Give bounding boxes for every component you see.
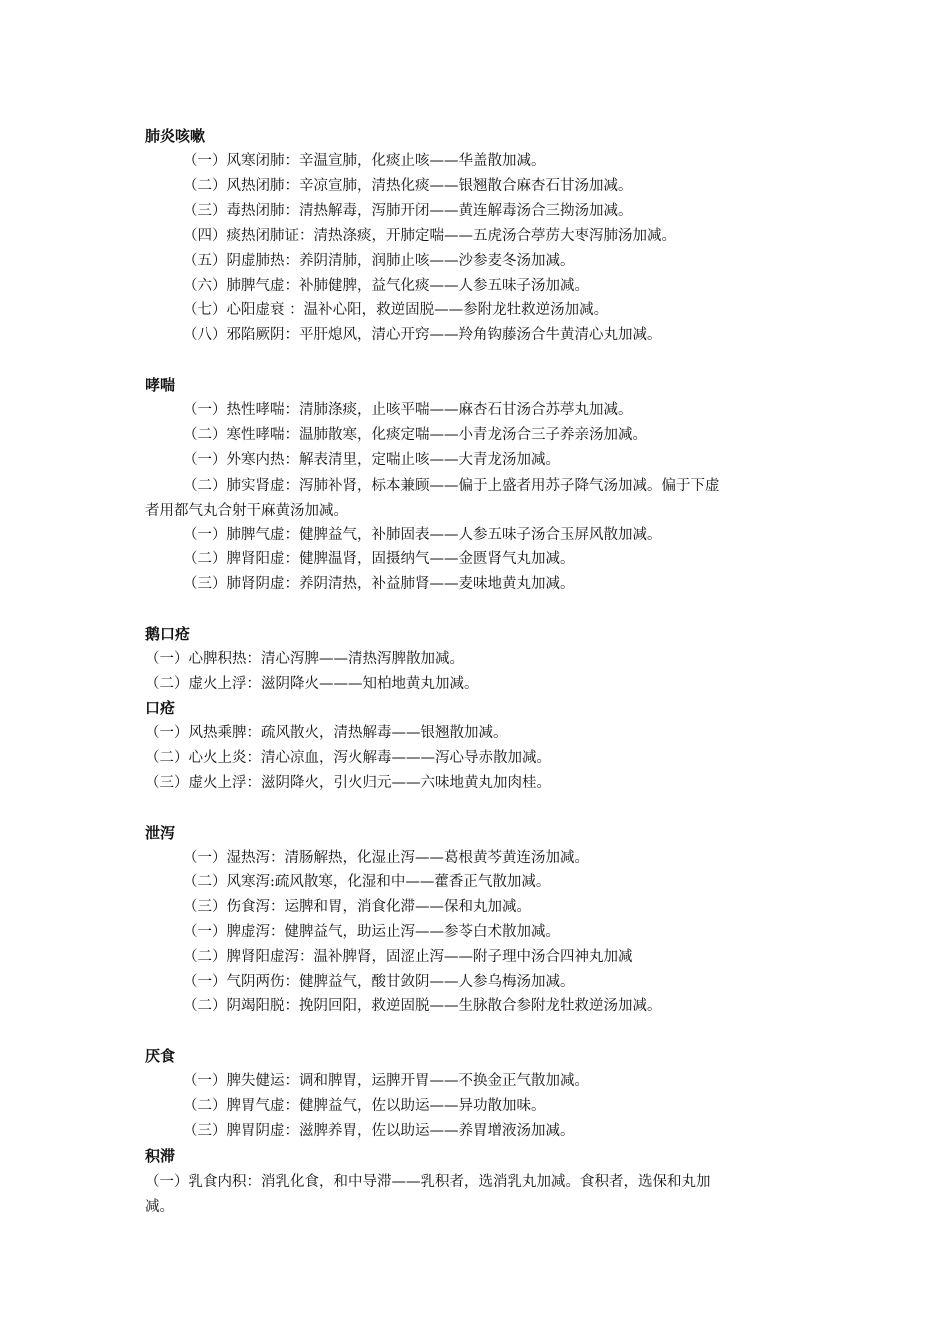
list-item: （二）心火上炎：清心凉血，泻火解毒———泻心导赤散加减。 <box>145 750 551 766</box>
list-item: （七）心阳虚衰 ：温补心阳，救逆固脱——参附龙牡救逆汤加减。 <box>183 302 609 318</box>
section-heading-pneumonia-cough: 肺炎咳嗽 <box>145 127 206 145</box>
list-item-continuation: 者用都气丸合射干麻黄汤加减。 <box>145 503 348 519</box>
list-item: （二）风寒泻:疏风散寒，化湿和中——藿香正气散加减。 <box>183 874 551 890</box>
list-item: （一）脾虚泻：健脾益气，助运止泻——参苓白术散加减。 <box>183 924 560 940</box>
list-item: （一）肺脾气虚：健脾益气，补肺固表——人参五味子汤合玉屏风散加减。 <box>183 527 662 543</box>
list-item-first-line: （一）乳食内积：消乳化食，和中导滞——乳积者，选消乳丸加减。食积者，选保和丸加 <box>145 1174 711 1190</box>
list-item: （六）肺脾气虚：补肺健脾，益气化痰——人参五味子汤加减。 <box>183 278 589 294</box>
list-item: （一）气阴两伤：健脾益气，酸甘敛阴——人参乌梅汤加减。 <box>183 974 575 990</box>
list-item: （二）虚火上浮：滋阴降火———知柏地黄丸加减。 <box>145 676 479 692</box>
section-heading-anorexia: 厌食 <box>145 1047 176 1065</box>
list-item: （一）热性哮喘：清肺涤痰，止咳平喘——麻杏石甘汤合苏葶丸加减。 <box>183 402 633 418</box>
list-item: （四）痰热闭肺证：清热涤痰，开肺定喘——五虎汤合葶苈大枣泻肺汤加减。 <box>183 228 676 244</box>
list-item-continuation: 减。 <box>145 1199 174 1215</box>
list-item-wrapped <box>145 474 810 524</box>
list-item: （一）风热乘脾：疏风散火，清热解毒——银翘散加减。 <box>145 725 508 741</box>
list-item: （八）邪陷厥阴：平肝熄风，清心开窍——羚角钩藤汤合牛黄清心丸加减。 <box>183 327 662 343</box>
list-item: （一）风寒闭肺：辛温宣肺，化痰止咳——华盖散加减。 <box>183 153 546 169</box>
section-heading-asthma: 哮喘 <box>145 376 176 394</box>
list-item: （五）阴虚肺热：养阴清肺，润肺止咳——沙参麦冬汤加减。 <box>183 253 575 269</box>
list-item: （二）脾胃气虚：健脾益气，佐以助运——异功散加味。 <box>183 1098 546 1114</box>
section-heading-mouth-sore: 口疮 <box>145 699 176 717</box>
list-item: （一）外寒内热：解表清里，定喘止咳——大青龙汤加减。 <box>183 452 560 468</box>
list-item: （二）脾肾阳虚：健脾温肾，固摄纳气——金匮肾气丸加减。 <box>183 551 575 567</box>
list-item: （三）肺肾阴虚：养阴清热，补益肺肾——麦味地黄丸加减。 <box>183 576 575 592</box>
list-item: （一）心脾积热：清心泻脾——清热泻脾散加减。 <box>145 651 464 667</box>
list-item: （三）脾胃阴虚：滋脾养胃，佐以助运——养胃增液汤加减。 <box>183 1123 575 1139</box>
list-item: （二）寒性哮喘：温肺散寒，化痰定喘——小青龙汤合三子养亲汤加减。 <box>183 427 647 443</box>
section-heading-diarrhea: 泄泻 <box>145 824 176 842</box>
section-heading-thrush: 鹅口疮 <box>145 625 191 643</box>
list-item: （一）脾失健运：调和脾胃，运脾开胃——不换金正气散加减。 <box>183 1073 589 1089</box>
list-item: （三）虚火上浮：滋阴降火，引火归元——六味地黄丸加肉桂。 <box>145 775 551 791</box>
list-item: （二）脾肾阳虚泻：温补脾肾，固涩止泻——附子理中汤合四神丸加减 <box>183 949 633 965</box>
list-item: （三）伤食泻：运脾和胃，消食化滞——保和丸加减。 <box>183 899 531 915</box>
section-heading-food-stagnation: 积滞 <box>145 1147 176 1165</box>
list-item-first-line: （二）肺实肾虚：泻肺补肾，标本兼顾——偏于上盛者用苏子降气汤加减。偏于下虚 <box>183 478 720 494</box>
list-item: （二）阴竭阳脱：挽阴回阳，救逆固脱——生脉散合参附龙牡救逆汤加减。 <box>183 998 662 1014</box>
list-item: （一）湿热泻：清肠解热，化湿止泻——葛根黄芩黄连汤加减。 <box>183 850 589 866</box>
list-item: （三）毒热闭肺：清热解毒，泻肺开闭——黄连解毒汤合三拗汤加减。 <box>183 203 633 219</box>
list-item-wrapped <box>145 1170 810 1220</box>
list-item: （二）风热闭肺：辛凉宣肺，清热化痰——银翘散合麻杏石甘汤加减。 <box>183 178 633 194</box>
